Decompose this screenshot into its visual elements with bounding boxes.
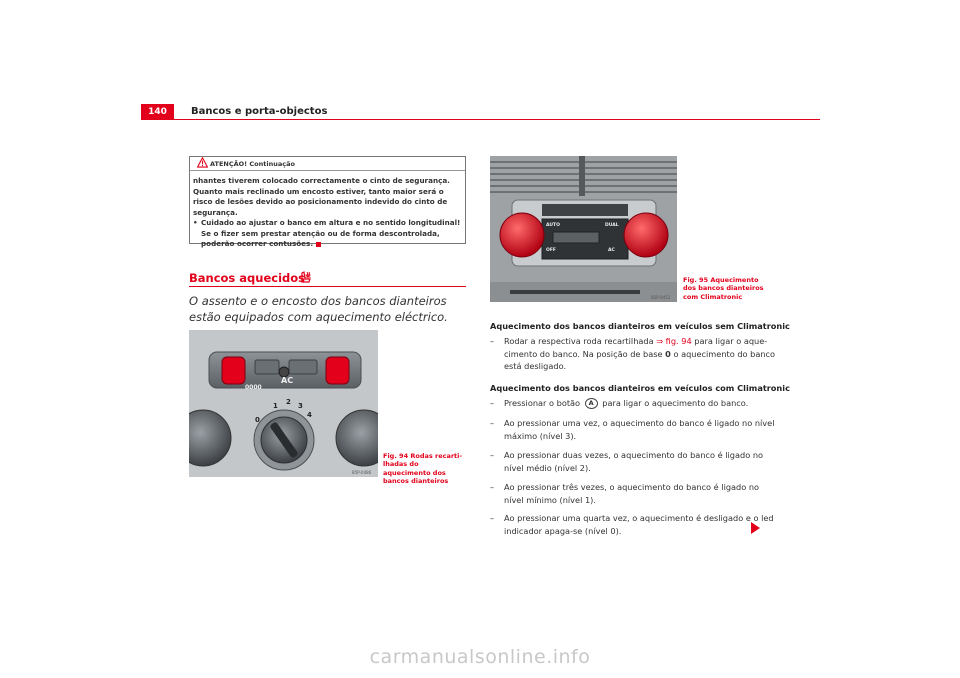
dash-symbol: – [490,418,495,428]
list-item [490,335,780,373]
fig95-label-off: OFF [546,248,556,253]
fig95-code: B5P-0452 [651,295,671,300]
dash-symbol: – [490,336,495,346]
fig94-label-ac: AC [281,376,294,385]
button-a-icon: A [585,398,598,409]
list-item [490,417,780,442]
bullet-symbol: • [193,218,198,227]
section-rule [189,286,466,287]
fig95-label-auto: AUTO [546,223,560,228]
warning-bullet-body: Cuidado ao ajustar o banco em altura e no sentido longitudinal! Se o fizer sem prestar atenção ou de forma descontrolada, poderão ocorrer contusões. [201,218,461,248]
running-title: Bancos e porta-objectos [191,106,328,117]
warning-paragraph: nhantes tiverem colocado correctamente o cinto de segurança. Quanto mais reclinado um encosto estiver, tanto maior será o risco de lesões devido ao posicionamento indevido do cinto de segurança. [193,176,450,217]
item1-text-mid: para ligar o aque-cimento do banco. Na posição de base [504,336,768,359]
fig95-label-dual: DUAL [605,223,619,228]
item1-bold: 0 [665,348,671,359]
item1-text-post: o aquecimento do banco está desligado. [504,348,776,371]
list-item-text: Ao pressionar uma vez, o aquecimento do banco é ligado no nível máximo (nível 3). [504,418,775,441]
fig94-label-0000: 0000 [245,384,262,391]
list-item-text: Ao pressionar três vezes, o aquecimento do banco é ligado no nível mínimo (nível 1). [504,482,760,505]
end-marker-icon [316,242,321,247]
fig94-illustration [189,330,378,477]
warning-text [193,176,461,250]
list-item [490,481,780,506]
header-rule [174,119,820,120]
list-item-text: Ao pressionar uma quarta vez, o aquecimento é desligado e o led indicador apaga-se (nível 0). [504,513,774,536]
warning-title: ATENÇÃO! Continuação [210,160,295,168]
fig94-caption: Fig. 94 Rodas recarti-lhadas do aquecimento dos bancos dianteiros [383,452,463,485]
warning-bullet-text [201,218,461,250]
heated-seat-icon [300,270,312,284]
fig94-label-3: 3 [298,402,303,410]
watermark: carmanualsonline.info [369,646,591,668]
dash-symbol: – [490,482,495,492]
fig94-link[interactable]: ⇒ fig. 94 [656,336,692,346]
list-item [490,397,780,410]
fig94-label-4: 4 [307,411,312,419]
fig94-label-0: 0 [255,416,260,424]
fig95-label-ac: AC [608,248,615,253]
list-item [490,512,780,537]
fig94-code: B5P-0486 [352,470,372,475]
subheading-without-climatronic: Aquecimento dos bancos dianteiros em veículos sem Climatronic [490,321,790,331]
fig94-label-1: 1 [273,402,278,410]
list-item-text: Ao pressionar duas vezes, o aquecimento do banco é ligado no nível médio (nível 2). [504,450,764,473]
fig95-caption: Fig. 95 Aquecimento dos bancos dianteiros com Climatronic [683,276,764,301]
fig95-illustration [490,156,677,302]
list-item [490,449,780,474]
next-page-arrow-icon[interactable] [751,522,760,534]
dash-symbol: – [490,450,495,460]
warning-triangle-icon [197,157,208,168]
fig94-label-2: 2 [286,398,291,406]
section-lead: O assento e o encosto dos bancos dianteiros estão equipados com aquecimento eléctrico. [189,294,448,324]
warning-bullet [193,218,461,250]
figure-95 [490,156,677,302]
list-item-text [504,397,748,410]
item2-text-pre: Pressionar o botão [504,398,583,408]
dash-symbol: – [490,513,495,523]
list-item-text [504,335,780,373]
subheading-with-climatronic: Aquecimento dos bancos dianteiros em veículos com Climatronic [490,383,790,393]
section-heading: Bancos aquecidos* [189,271,312,285]
dash-symbol: – [490,398,495,408]
page-number: 140 [141,104,174,120]
item1-text-pre: Rodar a respectiva roda recartilhada [504,336,657,346]
figure-94 [189,330,378,477]
item2-text-post: para ligar o aquecimento do banco. [599,398,749,408]
